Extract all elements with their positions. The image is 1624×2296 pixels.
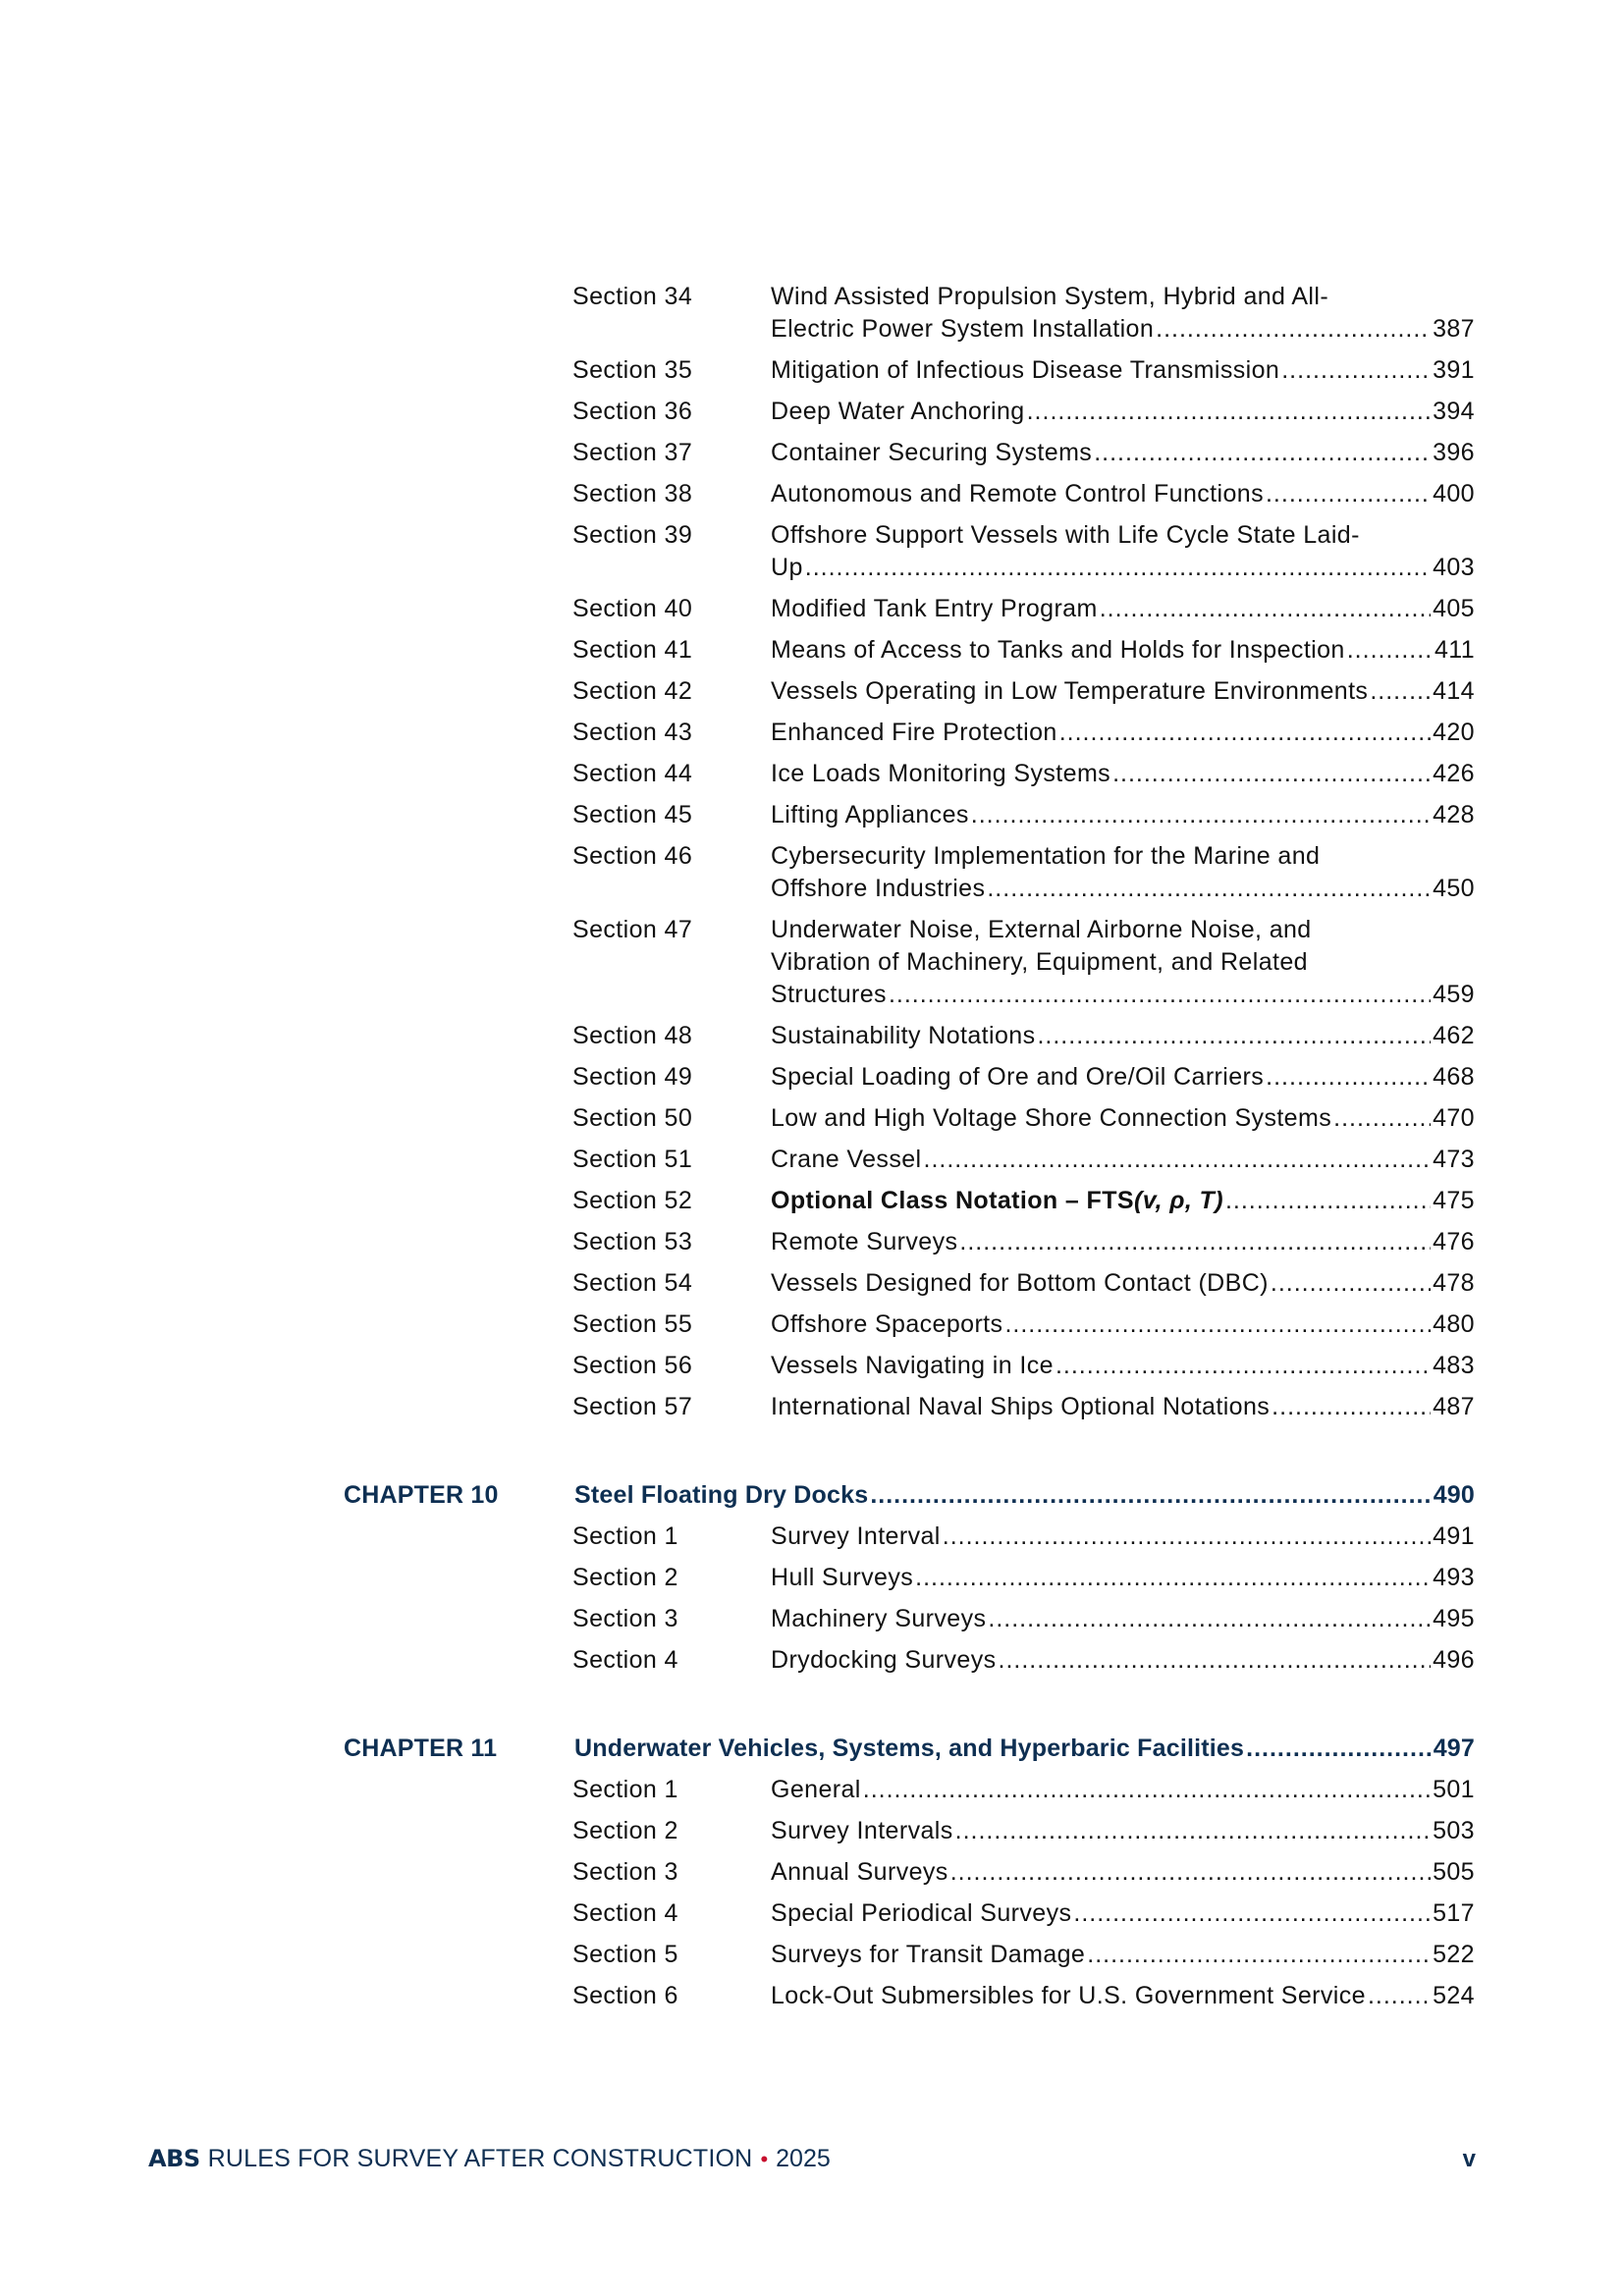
section-label: Section 2 <box>572 1564 678 1591</box>
section-label: Section 49 <box>572 1063 693 1091</box>
page-number: 400 <box>1433 480 1475 507</box>
section-label: Section 5 <box>572 1941 678 1968</box>
section-label: Section 1 <box>572 1522 678 1550</box>
leader-dots <box>889 979 1431 1011</box>
section-label: Section 54 <box>572 1269 693 1297</box>
toc-chapter-11[interactable] <box>0 1733 1624 1765</box>
leader-dots <box>971 799 1431 831</box>
section-label: Section 53 <box>572 1228 693 1255</box>
section-label: Section 52 <box>572 1187 693 1214</box>
page-number: 493 <box>1433 1564 1475 1591</box>
page-number: 483 <box>1433 1352 1475 1379</box>
section-label: Section 39 <box>572 521 693 549</box>
leader-dots <box>1266 478 1431 510</box>
section-title: Offshore Spaceports <box>771 1310 1003 1338</box>
page-number: 394 <box>1433 398 1475 425</box>
section-label: Section 46 <box>572 842 693 870</box>
section-label: Section 2 <box>572 1817 678 1844</box>
page-number: 496 <box>1433 1646 1475 1674</box>
page-number: 396 <box>1433 439 1475 466</box>
section-label: Section 35 <box>572 356 693 384</box>
section-label: Section 38 <box>572 480 693 507</box>
section-title: Crane Vessel <box>771 1146 922 1173</box>
section-title: International Naval Ships Optional Notations <box>771 1393 1271 1420</box>
section-label: Section 43 <box>572 719 693 746</box>
toc-entry[interactable] <box>0 1897 1624 1930</box>
leader-dots <box>805 552 1431 584</box>
section-label: Section 6 <box>572 1982 678 2009</box>
leader-dots <box>863 1774 1431 1806</box>
leader-dots <box>1056 1350 1431 1382</box>
section-title: Up <box>771 554 803 581</box>
toc-entry[interactable] <box>0 1391 1624 1423</box>
leader-dots <box>1087 1939 1431 1971</box>
leader-dots <box>870 1479 1431 1512</box>
leader-dots <box>1347 634 1433 667</box>
section-title: Hull Surveys <box>771 1564 914 1591</box>
page-number: 487 <box>1433 1393 1475 1420</box>
section-title: Annual Surveys <box>771 1858 948 1886</box>
page-number: 403 <box>1433 554 1475 581</box>
section-title-line: Offshore Support Vessels with Life Cycle State Laid- <box>771 521 1360 549</box>
toc-entry[interactable] <box>0 437 1624 469</box>
leader-dots <box>1272 1391 1431 1423</box>
page-number: 473 <box>1433 1146 1475 1173</box>
section-label: Section 47 <box>572 916 693 943</box>
section-title: Surveys for Transit Damage <box>771 1941 1086 1968</box>
section-title: Lock-Out Submersibles for U.S. Government Service <box>771 1982 1366 2009</box>
section-label: Section 34 <box>572 283 693 310</box>
leader-dots <box>924 1144 1432 1176</box>
section-title: Vessels Navigating in Ice <box>771 1352 1054 1379</box>
section-label: Section 50 <box>572 1104 693 1132</box>
toc-entry[interactable] <box>0 1061 1624 1094</box>
page-number: 475 <box>1433 1187 1475 1214</box>
section-title: Survey Interval <box>771 1522 941 1550</box>
toc-entry[interactable] <box>0 914 1624 1011</box>
leader-dots <box>1112 758 1431 790</box>
leader-dots <box>1368 1980 1431 2012</box>
table-of-contents <box>0 281 1624 2012</box>
leader-dots <box>1246 1733 1432 1765</box>
chapter-title: Steel Floating Dry Docks <box>574 1481 869 1509</box>
section-label: Section 51 <box>572 1146 693 1173</box>
page-number: 411 <box>1434 636 1475 664</box>
section-label: Section 44 <box>572 760 693 787</box>
toc-entry[interactable] <box>0 634 1624 667</box>
toc-entry[interactable] <box>0 1521 1624 1553</box>
leader-dots <box>1100 593 1431 625</box>
toc-entry[interactable] <box>0 799 1624 831</box>
leader-dots <box>1027 396 1431 428</box>
page-number: 505 <box>1433 1858 1475 1886</box>
toc-entry[interactable] <box>0 1980 1624 2012</box>
section-title: Vessels Operating in Low Temperature Environments <box>771 677 1369 705</box>
toc-entry[interactable] <box>0 1815 1624 1847</box>
page-number: 480 <box>1433 1310 1475 1338</box>
section-title: Container Securing Systems <box>771 439 1093 466</box>
section-label: Section 36 <box>572 398 693 425</box>
leader-dots <box>987 873 1431 905</box>
leader-dots <box>1037 1020 1431 1052</box>
section-title: Machinery Surveys <box>771 1605 987 1632</box>
leader-dots <box>1271 1267 1431 1300</box>
section-title: Vessels Designed for Bottom Contact (DBC) <box>771 1269 1269 1297</box>
section-title: Mitigation of Infectious Disease Transmission <box>771 356 1280 384</box>
page-number: 517 <box>1433 1899 1475 1927</box>
chapter-label: CHAPTER 11 <box>344 1735 498 1762</box>
leader-dots <box>950 1856 1431 1889</box>
toc-entry[interactable] <box>0 1856 1624 1889</box>
leader-dots <box>1370 675 1431 708</box>
section-title: Deep Water Anchoring <box>771 398 1025 425</box>
section-title: Modified Tank Entry Program <box>771 595 1098 622</box>
page-number: 524 <box>1433 1982 1475 2009</box>
leader-dots <box>1333 1102 1431 1135</box>
abs-brand-logo: ABS <box>148 2145 200 2172</box>
section-title: Special Loading of Ore and Ore/Oil Carriers <box>771 1063 1265 1091</box>
section-title: Offshore Industries <box>771 875 986 902</box>
page-number: 450 <box>1433 875 1475 902</box>
toc-entry[interactable] <box>0 1603 1624 1635</box>
section-label: Section 45 <box>572 801 693 828</box>
toc-entry[interactable] <box>0 1939 1624 1971</box>
page-number: 426 <box>1433 760 1475 787</box>
section-title-line: Vibration of Machinery, Equipment, and Related <box>771 948 1308 976</box>
leader-dots <box>988 1603 1431 1635</box>
toc-entry[interactable] <box>0 1308 1624 1341</box>
leader-dots <box>1059 717 1431 749</box>
page-number: 468 <box>1433 1063 1475 1091</box>
page-number: 420 <box>1433 719 1475 746</box>
page-number: 503 <box>1433 1817 1475 1844</box>
toc-entry[interactable] <box>0 1185 1624 1217</box>
section-label: Section 41 <box>572 636 693 664</box>
toc-entry[interactable] <box>0 281 1624 346</box>
toc-entry[interactable] <box>0 593 1624 625</box>
toc-entry[interactable] <box>0 396 1624 428</box>
page-number-footer: v <box>1462 2146 1476 2172</box>
section-label: Section 4 <box>572 1646 678 1674</box>
section-title: General <box>771 1776 861 1803</box>
page-footer <box>148 2144 1476 2173</box>
toc-entry[interactable] <box>0 1020 1624 1052</box>
leader-dots <box>1281 354 1431 387</box>
toc-entry[interactable] <box>0 758 1624 790</box>
leader-dots <box>1004 1308 1431 1341</box>
leader-dots <box>943 1521 1431 1553</box>
toc-entry[interactable] <box>0 1562 1624 1594</box>
leader-dots <box>959 1226 1431 1258</box>
section-label: Section 4 <box>572 1899 678 1927</box>
section-label: Section 40 <box>572 595 693 622</box>
toc-entry[interactable] <box>0 1774 1624 1806</box>
section-label: Section 48 <box>572 1022 693 1049</box>
section-title-line: Underwater Noise, External Airborne Noise, and <box>771 916 1312 943</box>
leader-dots <box>1225 1185 1431 1217</box>
publication-year: 2025 <box>776 2145 831 2172</box>
page-number: 462 <box>1433 1022 1475 1049</box>
toc-entry[interactable] <box>0 1267 1624 1300</box>
toc-entry[interactable] <box>0 519 1624 584</box>
toc-entry[interactable] <box>0 840 1624 905</box>
page-number: 391 <box>1433 356 1475 384</box>
page-number: 476 <box>1433 1228 1475 1255</box>
page-number: 459 <box>1433 981 1475 1008</box>
section-label: Section 3 <box>572 1605 678 1632</box>
section-title: Sustainability Notations <box>771 1022 1036 1049</box>
section-label: Section 56 <box>572 1352 693 1379</box>
leader-dots <box>1156 313 1431 346</box>
leader-dots <box>1266 1061 1431 1094</box>
section-title: Survey Intervals <box>771 1817 953 1844</box>
page-number: 470 <box>1433 1104 1475 1132</box>
chapter-label: CHAPTER 10 <box>344 1481 499 1509</box>
section-label: Section 37 <box>572 439 693 466</box>
section-title: Special Periodical Surveys <box>771 1899 1072 1927</box>
section-title: Ice Loads Monitoring Systems <box>771 760 1111 787</box>
section-title: Electric Power System Installation <box>771 315 1155 343</box>
leader-dots <box>1094 437 1431 469</box>
section-label: Section 42 <box>572 677 693 705</box>
toc-entry[interactable] <box>0 675 1624 708</box>
page-number: 491 <box>1433 1522 1475 1550</box>
leader-dots <box>1073 1897 1431 1930</box>
section-title: Lifting Appliances <box>771 801 969 828</box>
section-label: Section 57 <box>572 1393 693 1420</box>
section-title: Enhanced Fire Protection <box>771 719 1057 746</box>
toc-entry[interactable] <box>0 1226 1624 1258</box>
section-label: Section 55 <box>572 1310 693 1338</box>
section-title-notation: (v, ρ, T) <box>1133 1187 1223 1214</box>
page-number: 497 <box>1433 1735 1475 1762</box>
section-title: Autonomous and Remote Control Functions <box>771 480 1264 507</box>
toc-entry[interactable] <box>0 717 1624 749</box>
leader-dots <box>999 1644 1432 1677</box>
toc-entry[interactable] <box>0 1350 1624 1382</box>
page-number: 490 <box>1433 1481 1475 1509</box>
section-label: Section 1 <box>572 1776 678 1803</box>
toc-entry[interactable] <box>0 1144 1624 1176</box>
leader-dots <box>955 1815 1431 1847</box>
section-title: Low and High Voltage Shore Connection Systems <box>771 1104 1332 1132</box>
chapter-title: Underwater Vehicles, Systems, and Hyperbaric Facilities <box>574 1735 1245 1762</box>
toc-entry[interactable] <box>0 478 1624 510</box>
section-title <box>771 1185 1223 1217</box>
page-number: 414 <box>1433 677 1475 705</box>
section-title-bold: Optional Class Notation – FTS <box>771 1187 1134 1214</box>
page-number: 501 <box>1433 1776 1475 1803</box>
section-title-line: Wind Assisted Propulsion System, Hybrid and All- <box>771 283 1329 310</box>
page-number: 428 <box>1433 801 1475 828</box>
section-title: Structures <box>771 981 887 1008</box>
toc-chapter-10[interactable] <box>0 1479 1624 1512</box>
section-title: Drydocking Surveys <box>771 1646 997 1674</box>
section-label: Section 3 <box>572 1858 678 1886</box>
page-number: 405 <box>1433 595 1475 622</box>
page-number: 522 <box>1433 1941 1475 1968</box>
leader-dots <box>915 1562 1431 1594</box>
toc-entry[interactable] <box>0 1644 1624 1677</box>
bullet-separator-icon: • <box>760 2147 769 2171</box>
page-number: 478 <box>1433 1269 1475 1297</box>
toc-entry[interactable] <box>0 354 1624 387</box>
publication-title: RULES FOR SURVEY AFTER CONSTRUCTION <box>207 2145 753 2172</box>
toc-entry[interactable] <box>0 1102 1624 1135</box>
section-title: Remote Surveys <box>771 1228 958 1255</box>
page-number: 495 <box>1433 1605 1475 1632</box>
section-title: Means of Access to Tanks and Holds for Inspection <box>771 636 1345 664</box>
section-title-line: Cybersecurity Implementation for the Marine and <box>771 842 1321 870</box>
page-number: 387 <box>1433 315 1475 343</box>
